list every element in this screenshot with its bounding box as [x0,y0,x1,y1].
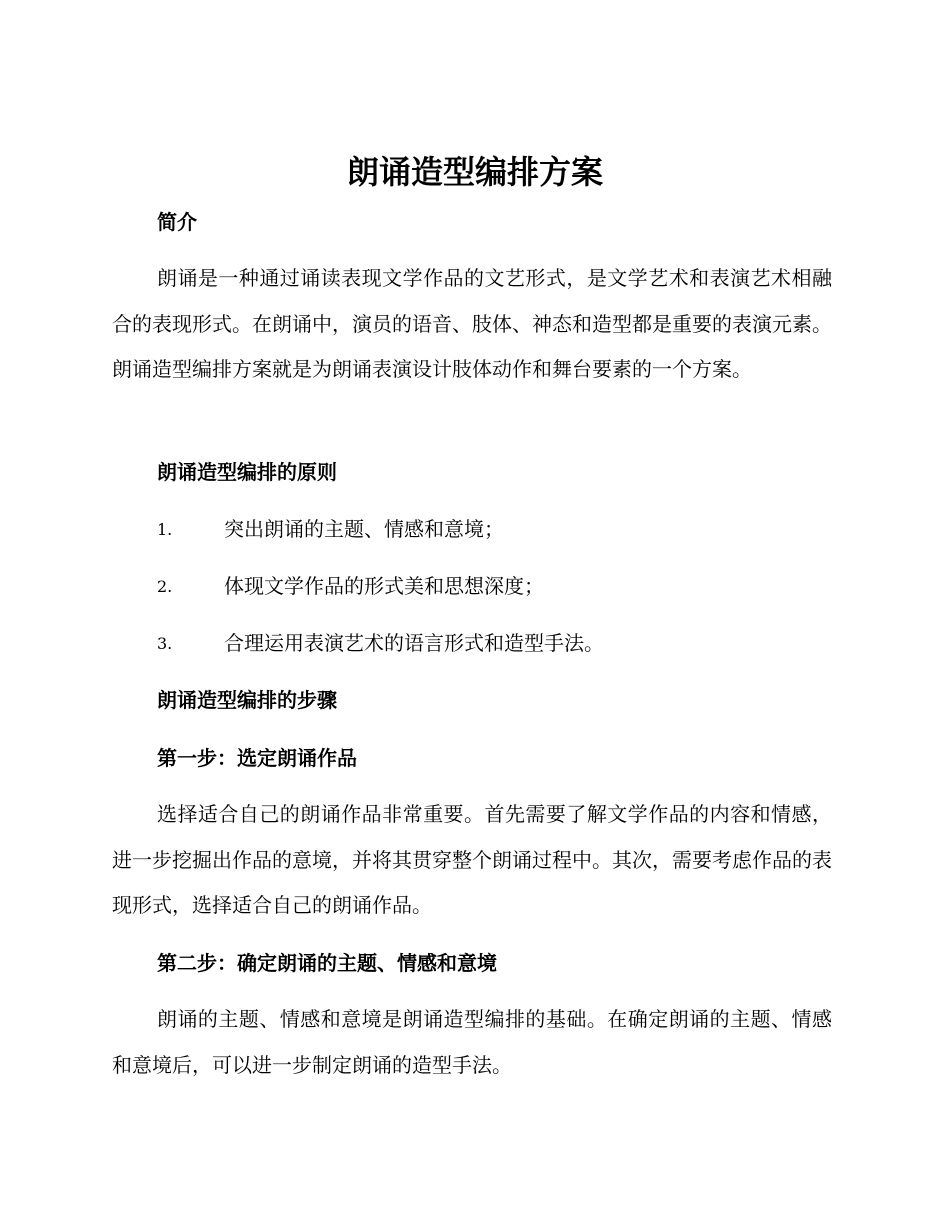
section-heading-steps: 朗诵造型编排的步骤 [157,688,337,712]
section-heading-intro: 简介 [157,210,197,234]
list-item-text: 体现文学作品的形式美和思想深度； [224,574,544,598]
list-number: 1. [157,520,173,539]
list-item-text: 突出朗诵的主题、情感和意境； [224,517,504,541]
list-number: 2. [157,577,173,596]
step2-paragraph: 朗诵的主题、情感和意境是朗诵造型编排的基础。在确定朗诵的主题、情感和意境后，可以进一步制定朗诵的造型手法。 [112,1007,832,1077]
step2-heading: 第二步：确定朗诵的主题、情感和意境 [157,951,497,975]
step1-paragraph: 选择适合自己的朗诵作品非常重要。首先需要了解文学作品的内容和情感，进一步挖掘出作品的意境，并将其贯穿整个朗诵过程中。其次，需要考虑作品的表现形式，选择适合自己的朗诵作品。 [112,802,832,917]
document-title: 朗诵造型编排方案 [346,153,603,191]
list-item-text: 合理运用表演艺术的语言形式和造型手法。 [224,631,604,655]
intro-paragraph: 朗诵是一种通过诵读表现文学作品的文艺形式，是文学艺术和表演艺术相融合的表现形式。在朗诵中，演员的语音、肢体、神态和造型都是重要的表演元素。朗诵造型编排方案就是为朗诵表演设计肢体动作和舞台要素的一个方案。 [112,266,832,381]
list-number: 3. [157,634,173,653]
section-heading-principles: 朗诵造型编排的原则 [157,460,337,484]
step1-heading: 第一步：选定朗诵作品 [157,746,357,770]
